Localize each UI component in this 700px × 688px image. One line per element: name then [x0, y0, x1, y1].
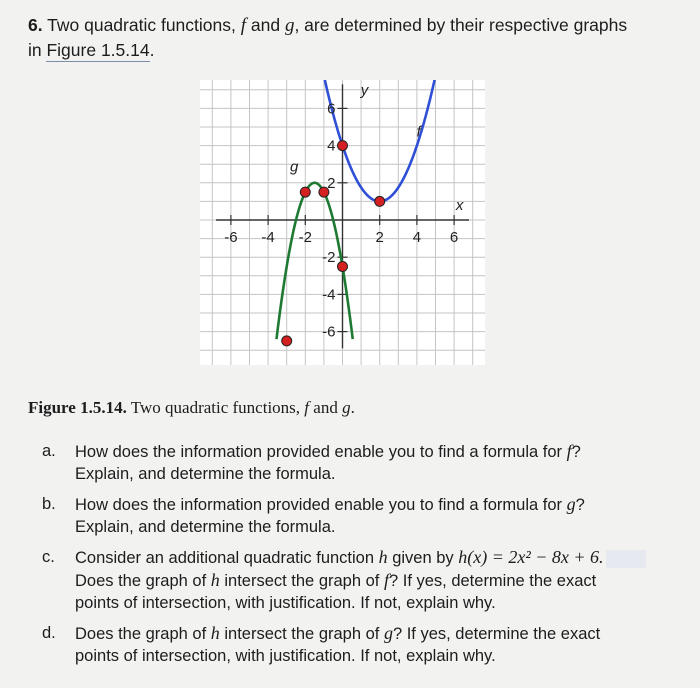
question-text: How does the information provided enable you to find a formula for — [75, 443, 567, 461]
caption-label: Figure 1.5.14. — [28, 398, 127, 417]
var-f: f — [240, 15, 247, 36]
y-axis-label: y — [360, 81, 369, 99]
y-tick-label: -6 — [322, 323, 336, 341]
x-tick-label: 2 — [375, 229, 384, 246]
y-tick-label: 4 — [327, 137, 336, 155]
caption-end: . — [350, 398, 355, 417]
question-label: a. — [42, 442, 56, 460]
x-tick-label: 4 — [412, 229, 422, 246]
problem-line2-suffix: . — [149, 40, 155, 60]
caption-var-f: f — [304, 398, 310, 417]
h-formula: h(x) = 2x² − 8x + 6. — [458, 547, 604, 567]
question-var: g — [566, 494, 576, 514]
question-text: intersect the graph of — [219, 625, 384, 643]
question-var: h — [210, 570, 220, 590]
question-var: f — [566, 441, 572, 461]
problem-line2-prefix: in — [28, 40, 47, 60]
y-tick-label: -2 — [322, 249, 336, 267]
question-text: Consider an additional quadratic function — [75, 549, 379, 567]
point-g — [282, 336, 292, 346]
x-axis-label: x — [455, 197, 464, 214]
point-g — [338, 262, 348, 272]
caption-and: and — [309, 398, 343, 417]
question-label: c. — [42, 548, 55, 566]
point-f — [375, 196, 385, 206]
figure-caption — [28, 398, 355, 418]
caption-text: Two quadratic functions, — [126, 398, 305, 417]
question-mark: ? — [571, 443, 581, 461]
question-c — [30, 546, 680, 614]
question-label: b. — [42, 495, 56, 513]
problem-number: 6. — [28, 15, 43, 35]
question-text: Does the graph of — [75, 572, 211, 590]
problem-and: and — [246, 15, 285, 35]
question-var: h — [378, 547, 388, 567]
x-tick-label: 6 — [449, 229, 459, 246]
point-g — [300, 187, 310, 197]
y-tick-label: -4 — [322, 286, 336, 304]
question-mark: ? — [575, 496, 585, 514]
y-tick-label: 2 — [327, 174, 336, 192]
y-tick-label: 6 — [327, 100, 336, 118]
x-tick-label: -6 — [224, 229, 238, 246]
point-f — [338, 141, 348, 151]
selection-highlight — [606, 550, 646, 568]
question-text: points of intersection, with justification. If not, explain why. — [75, 647, 496, 665]
question-var: f — [383, 570, 389, 590]
question-text: Explain, and determine the formula. — [75, 465, 336, 483]
problem-statement — [28, 13, 678, 63]
problem-text-1: Two quadratic functions, — [42, 15, 241, 35]
var-g: g — [284, 15, 295, 36]
question-var: h — [210, 623, 220, 643]
question-b — [30, 493, 680, 538]
question-text: ? If yes, determine the exact — [392, 625, 601, 643]
problem-text-2: , are determined by their respective graphs — [294, 15, 628, 35]
question-var: g — [383, 623, 393, 643]
curve-label-f: f — [416, 123, 421, 141]
question-d — [30, 622, 680, 667]
caption-var-g: g — [342, 398, 351, 417]
question-text: points of intersection, with justification. If not, explain why. — [75, 594, 496, 612]
question-text: intersect the graph of — [219, 572, 384, 590]
question-text: Does the graph of — [75, 625, 211, 643]
figure-link[interactable]: Figure 1.5.14 — [46, 40, 150, 60]
question-text: How does the information provided enable you to find a formula for — [75, 496, 567, 514]
question-text: given by — [387, 549, 459, 567]
curve-label-g: g — [289, 158, 299, 176]
question-text: Explain, and determine the formula. — [75, 518, 336, 536]
x-tick-label: -2 — [298, 229, 312, 246]
question-label: d. — [42, 624, 56, 642]
function-graph — [200, 80, 485, 365]
question-text: ? If yes, determine the exact — [388, 572, 597, 590]
x-tick-label: -4 — [261, 229, 275, 246]
question-a — [30, 440, 680, 485]
question-list — [30, 440, 680, 675]
